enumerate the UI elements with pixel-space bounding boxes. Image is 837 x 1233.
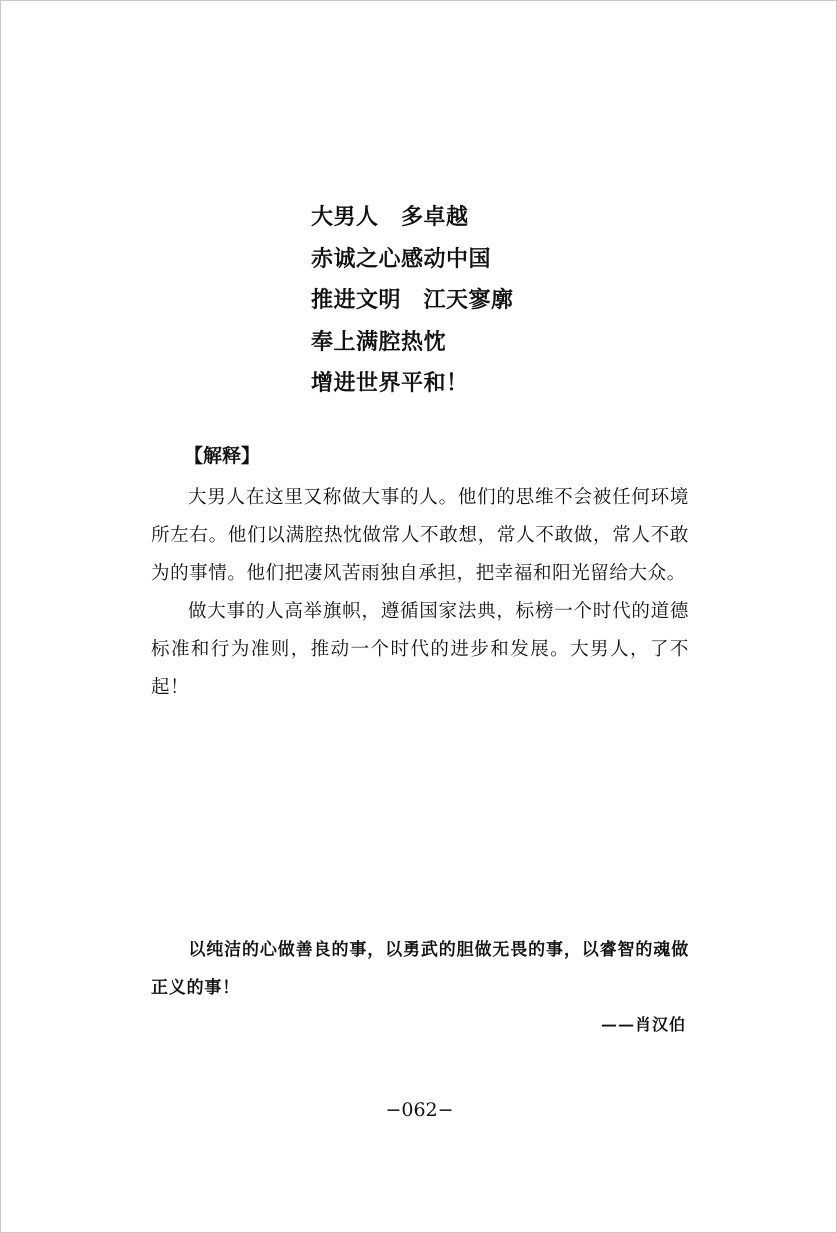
explanation-body — [151, 479, 689, 707]
poem-line-3: 推进文明 江天寥廓 — [311, 288, 514, 313]
quote-author: ——肖汉伯 — [600, 1015, 686, 1034]
page-number: −062− — [385, 1099, 454, 1121]
poem-line-4: 奉上满腔热忱 — [311, 329, 447, 355]
poem-line-2: 赤诚之心感动中国 — [311, 246, 492, 272]
quote-text: 以纯洁的心做善良的事，以勇武的胆做无畏的事，以睿智的魂做正义的事！ — [151, 940, 689, 998]
poem-line-1: 大男人 多卓越 — [311, 205, 469, 230]
poem-line-5: 增进世界平和！ — [311, 371, 469, 396]
explanation-paragraph-1: 大男人在这里又称做大事的人。他们的思维不会被任何环境所左右。他们以满腔热忱做常人不敢想，常人不敢做，常人不敢为的事情。他们把凄风苦雨独自承担，把幸福和阳光留给大众。 — [151, 487, 689, 584]
poem — [311, 197, 514, 405]
explanation-paragraph-2: 做大事的人高举旗帜，遵循国家法典，标榜一个时代的道德标准和行为准则，推动一个时代的进步和发展。大男人，了不起！ — [151, 601, 689, 698]
explanation-heading: 【解释】 — [184, 445, 261, 467]
